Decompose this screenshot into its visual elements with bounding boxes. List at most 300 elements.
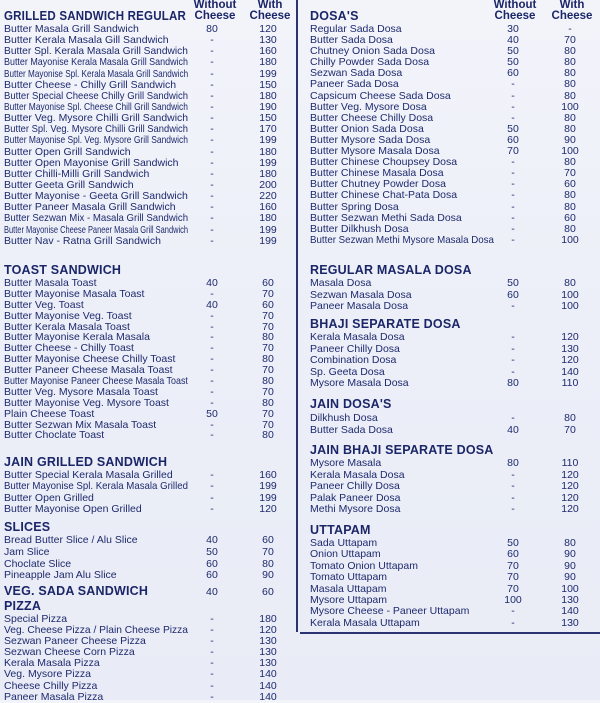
price-without-cheese: 50: [206, 545, 218, 558]
item-name: Butter Sezwan Mix Masala Toast: [4, 418, 157, 431]
menu-section: [0, 9, 300, 247]
item-name: Mysore Cheese - Paneer Uttapam: [310, 605, 470, 618]
item-name: Tomato Onion Uttapam: [310, 559, 418, 572]
item-name: Butter Spl. Veg. Mysore Chilli Grill Sandwich: [4, 123, 188, 136]
menu-item: [4, 504, 300, 515]
price-with-cheese: 80: [564, 122, 576, 135]
price-without-cheese: -: [210, 668, 214, 681]
price-without-cheese: -: [210, 502, 214, 515]
price-with-cheese: 80: [564, 78, 576, 91]
item-name: Sezwan Paneer Cheese Pizza: [4, 635, 146, 648]
price-without-cheese: 60: [507, 288, 519, 301]
price-with-cheese: 199: [259, 491, 277, 504]
item-name: Butter Chilli-Milli Grill Sandwich: [4, 167, 150, 180]
price-with-cheese: 140: [561, 365, 579, 378]
price-with-cheese: 70: [262, 407, 274, 420]
price-with-cheese: 190: [259, 100, 277, 113]
price-without-cheese: -: [511, 100, 515, 113]
price-without-cheese: 80: [206, 23, 218, 35]
item-name: Paneer Sada Dosa: [310, 78, 399, 91]
item-name: Butter Mayonise Open Grilled: [4, 502, 142, 515]
menu-section: [300, 317, 600, 390]
price-without-cheese: -: [210, 190, 214, 203]
price-without-cheese: -: [511, 342, 515, 355]
price-with-cheese: 80: [262, 429, 274, 442]
price-without-cheese: -: [210, 418, 214, 431]
price-without-cheese: -: [210, 223, 214, 236]
item-name: Butter Sada Dosa: [310, 424, 393, 436]
menu-section: [0, 455, 300, 515]
menu-section: [0, 584, 300, 599]
item-name: Butter Sezwan Mix - Masala Grill Sandwich: [4, 212, 189, 225]
price-without-cheese: -: [210, 145, 214, 158]
price-with-cheese: 90: [564, 548, 576, 561]
section-title-text: SLICES: [4, 520, 51, 534]
price-with-cheese: 130: [561, 616, 579, 629]
price-with-cheese: 70: [262, 309, 274, 322]
price-with-cheese: 60: [262, 298, 274, 311]
item-name: Butter Special Cheese Chilly Grill Sandwich: [4, 89, 189, 102]
item-name: Kerala Masala Dosa: [310, 468, 405, 481]
item-name: Butter Sezwan Methi Mysore Masala Dosa: [310, 233, 494, 246]
price-without-cheese: -: [210, 491, 214, 504]
price-with-cheese: 80: [564, 200, 576, 213]
menu-item: [310, 378, 600, 390]
price-with-cheese: 130: [259, 657, 277, 670]
item-name: Paneer Chilly Dosa: [310, 480, 400, 493]
price-with-cheese: 100: [561, 233, 579, 246]
price-with-cheese: 90: [564, 133, 576, 146]
price-with-cheese: 120: [259, 502, 277, 515]
price-with-cheese: 60: [564, 211, 576, 224]
with-cheese-header: With Cheese: [551, 0, 593, 22]
item-name: Capsicum Cheese Sada Dosa: [310, 89, 451, 102]
price-without-cheese: -: [511, 480, 515, 493]
item-name: Paneer Masala Pizza: [4, 690, 104, 703]
section-title-text: UTTAPAM: [310, 523, 371, 537]
menu-section: [0, 263, 300, 441]
section-title-text: JAIN DOSA'S: [310, 397, 392, 411]
price-with-cheese: 120: [259, 624, 277, 637]
price-with-cheese: 160: [259, 201, 277, 214]
price-without-cheese: -: [511, 111, 515, 124]
price-without-cheese: -: [511, 468, 515, 481]
menu-left-column: [0, 0, 296, 703]
price-with-cheese: 70: [262, 287, 274, 300]
price-without-cheese: 70: [507, 145, 519, 158]
price-without-cheese: -: [511, 156, 515, 169]
price-with-cheese: 130: [561, 342, 579, 355]
price-without-cheese: -: [511, 189, 515, 202]
price-with-cheese: 90: [564, 571, 576, 584]
item-name: Veg. Cheese Pizza / Plain Cheese Pizza: [4, 624, 189, 637]
price-with-cheese: 90: [262, 569, 274, 582]
price-without-cheese: -: [210, 469, 214, 481]
item-name: Butter Veg. Mysore Chilli Grill Sandwich: [4, 112, 189, 125]
item-name: Butter Mayonise Veg. Toast: [4, 309, 132, 322]
price-without-cheese: 70: [507, 559, 519, 572]
price-without-cheese: -: [210, 309, 214, 322]
item-name: Regular Sada Dosa: [310, 23, 402, 35]
item-name: Butter Mysore Masala Dosa: [310, 145, 440, 158]
item-name: Butter Open Grilled: [4, 491, 94, 504]
price-with-cheese: 170: [259, 123, 277, 136]
price-without-cheese: -: [210, 45, 214, 58]
price-without-cheese: -: [210, 342, 214, 355]
price-without-cheese: 40: [206, 298, 218, 311]
price-without-cheese: 100: [504, 593, 522, 606]
item-name: Paneer Masala Dosa: [310, 300, 409, 312]
price-with-cheese: 199: [259, 234, 277, 247]
price-without-cheese: 50: [206, 407, 218, 420]
menu-item: [310, 618, 600, 629]
item-name: Butter Cheese - Chilly Grill Sandwich: [4, 78, 177, 91]
price-with-cheese: 120: [259, 23, 277, 35]
price-without-cheese: -: [511, 200, 515, 213]
price-without-cheese: -: [210, 123, 214, 136]
menu-item: [310, 301, 600, 313]
price-without-cheese: -: [210, 56, 214, 69]
menu-item: [310, 572, 600, 583]
price-with-cheese: 140: [259, 668, 277, 681]
price-with-cheese: 110: [561, 457, 579, 469]
price-without-cheese: 30: [507, 23, 519, 35]
with-cheese-header: With Cheese: [249, 0, 291, 22]
price-without-cheese: 60: [507, 548, 519, 561]
price-without-cheese: -: [511, 178, 515, 191]
price-without-cheese: -: [210, 167, 214, 180]
price-with-cheese: 70: [262, 545, 274, 558]
menu-section: [300, 9, 600, 246]
price-with-cheese: 80: [262, 353, 274, 366]
price-without-cheese: -: [210, 396, 214, 409]
price-without-cheese: 60: [507, 133, 519, 146]
price-with-cheese: 150: [259, 78, 277, 91]
price-with-cheese: 199: [259, 223, 277, 236]
price-with-cheese: 80: [262, 375, 274, 388]
price-with-cheese: 80: [262, 331, 274, 344]
section-title-text: VEG. SADA SANDWICH: [4, 584, 149, 598]
item-name: Butter Mayonise Paneer Cheese Masala Toast: [4, 375, 188, 388]
price-without-cheese: -: [210, 353, 214, 366]
item-name: Butter Cheese - Chilly Toast: [4, 342, 134, 355]
price-with-cheese: 80: [564, 111, 576, 124]
menu-item: [4, 225, 300, 236]
item-name: Butter Paneer Cheese Masala Toast: [4, 364, 173, 377]
price-with-cheese: 199: [259, 480, 277, 493]
item-name: Veg. Mysore Pizza: [4, 668, 91, 681]
menu-item: [4, 681, 300, 692]
price-with-cheese: 220: [259, 190, 277, 203]
price-with-cheese: 100: [561, 582, 579, 595]
price-with-cheese: 80: [564, 412, 576, 424]
menu-right-column: [300, 0, 600, 634]
price-with-cheese: 120: [561, 331, 579, 343]
item-name: Butter Spring Dosa: [310, 200, 399, 213]
item-name: Butter Mysore Sada Dosa: [310, 133, 431, 146]
section-title: [4, 263, 300, 278]
price-with-cheese: 120: [561, 503, 579, 516]
section-title: [310, 443, 600, 458]
price-without-cheese: -: [511, 300, 515, 312]
menu-item: [310, 504, 600, 516]
menu-item: [4, 481, 300, 492]
item-name: Sada Uttapam: [310, 537, 378, 549]
price-with-cheese: 60: [261, 586, 275, 598]
price-without-cheese: -: [511, 616, 515, 629]
price-with-cheese: 80: [564, 89, 576, 102]
price-with-cheese: 150: [259, 112, 277, 125]
price-with-cheese: 80: [564, 45, 576, 58]
section-title: [4, 520, 300, 535]
item-name: Butter Chutney Powder Dosa: [310, 178, 446, 191]
price-without-cheese: -: [210, 690, 214, 703]
price-without-cheese: -: [511, 89, 515, 102]
price-with-cheese: 160: [259, 45, 277, 58]
item-name: Butter Mayonise Kerala Masala Grill Sandwich: [4, 56, 188, 69]
price-without-cheese: -: [210, 613, 214, 625]
price-without-cheese: -: [210, 375, 214, 388]
price-without-cheese: 40: [507, 424, 519, 436]
section-title-text: REGULAR MASALA DOSA: [310, 263, 472, 277]
price-with-cheese: 180: [259, 167, 277, 180]
menu-item: [310, 332, 600, 344]
item-name: Butter Mayonise Spl. Kerala Masala Grilled: [4, 480, 188, 493]
price-without-cheese: -: [210, 234, 214, 247]
price-with-cheese: 130: [259, 635, 277, 648]
price-without-cheese: -: [210, 385, 214, 398]
menu-item: [310, 355, 600, 367]
menu-item: [4, 236, 300, 247]
item-name: Masala Uttapam: [310, 582, 387, 595]
item-name: Mysore Masala Dosa: [310, 377, 409, 389]
price-with-cheese: 140: [259, 690, 277, 703]
menu-item: [310, 91, 600, 102]
item-name: Butter Choclate Toast: [4, 429, 105, 442]
section-title-text: PIZZA: [4, 599, 42, 613]
price-without-cheese: -: [511, 222, 515, 235]
menu-item: [4, 570, 300, 582]
section-title-text: JAIN GRILLED SANDWICH: [4, 455, 168, 469]
price-without-cheese: 60: [206, 569, 218, 582]
section-title: [310, 523, 600, 538]
price-without-cheese: -: [210, 364, 214, 377]
item-name: Combination Dosa: [310, 354, 397, 366]
menu-item: [4, 669, 300, 680]
price-without-cheese: -: [210, 34, 214, 47]
price-without-cheese: -: [210, 429, 214, 442]
price-with-cheese: 180: [259, 212, 277, 225]
menu-item: [4, 430, 300, 441]
price-with-cheese: 130: [561, 593, 579, 606]
item-name: Butter Chinese Choupsey Dosa: [310, 156, 458, 169]
item-name: Butter Kerala Masala Toast: [4, 320, 130, 333]
item-name: Butter Spl. Kerala Masala Grill Sandwich: [4, 45, 188, 58]
item-name: Dilkhush Dosa: [310, 412, 378, 424]
price-with-cheese: 80: [564, 189, 576, 202]
item-name: Butter Veg. Mysore Masala Toast: [4, 385, 158, 398]
price-with-cheese: 120: [561, 491, 579, 504]
item-name: Butter Mayonise Cheese Chilly Toast: [4, 353, 176, 366]
price-without-cheese: -: [210, 78, 214, 91]
price-without-cheese: -: [210, 635, 214, 648]
menu-item: [310, 79, 600, 90]
price-without-cheese: 50: [507, 56, 519, 69]
item-name: Kerala Masala Pizza: [4, 657, 100, 670]
price-with-cheese: 199: [259, 134, 277, 147]
item-name: Palak Paneer Dosa: [310, 491, 401, 504]
item-name: Tomato Uttapam: [310, 571, 388, 584]
section-title-text: JAIN BHAJI SEPARATE DOSA: [310, 443, 494, 457]
item-name: Sezwan Sada Dosa: [310, 67, 403, 80]
menu-item: [310, 235, 600, 246]
section-title-text: TOAST SANDWICH: [4, 263, 122, 277]
menu-section: [300, 443, 600, 516]
section-title: [4, 584, 300, 599]
price-with-cheese: 110: [561, 377, 579, 389]
item-name: Sp. Geeta Dosa: [310, 365, 385, 378]
item-name: Choclate Slice: [4, 557, 72, 570]
price-with-cheese: 90: [564, 559, 576, 572]
menu-item: [4, 311, 300, 322]
price-with-cheese: 100: [561, 100, 579, 113]
price-with-cheese: 180: [259, 56, 277, 69]
item-name: Butter Cheese Chilly Dosa: [310, 111, 434, 124]
item-name: Jam Slice: [4, 545, 50, 558]
item-name: Butter Mayonise Veg. Mysore Toast: [4, 396, 169, 409]
item-name: Mysore Masala: [310, 457, 382, 469]
item-name: Special Pizza: [4, 613, 68, 625]
section-title: [310, 397, 600, 412]
item-name: Methi Mysore Dosa: [310, 503, 401, 516]
price-without-cheese: -: [511, 491, 515, 504]
price-with-cheese: 180: [259, 89, 277, 102]
section-title-text: BHAJI SEPARATE DOSA: [310, 317, 461, 331]
price-without-cheese: 50: [507, 277, 519, 289]
price-without-cheese: -: [511, 365, 515, 378]
menu-item: [4, 692, 300, 703]
price-with-cheese: 80: [564, 222, 576, 235]
menu-item: [310, 202, 600, 213]
price-without-cheese: 60: [206, 557, 218, 570]
price-without-cheese: 60: [507, 67, 519, 80]
section-title: [4, 9, 300, 24]
price-with-cheese: 130: [259, 34, 277, 47]
price-without-cheese: 40: [206, 534, 218, 546]
menu-section: [300, 523, 600, 629]
price-with-cheese: 160: [259, 469, 277, 481]
menu-item: [4, 135, 300, 146]
price-without-cheese: -: [210, 331, 214, 344]
menu-item: [310, 412, 600, 424]
menu-section: [300, 397, 600, 436]
item-name: Butter Special Kerala Masala Grilled: [4, 469, 173, 481]
price-without-cheese: 40: [205, 586, 219, 598]
item-name: Butter Nav - Ratna Grill Sandwich: [4, 234, 161, 247]
price-with-cheese: 140: [259, 679, 277, 692]
section-title: [310, 9, 600, 24]
item-name: Kerala Masala Dosa: [310, 331, 405, 343]
section-title-text: DOSA'S: [310, 9, 359, 23]
item-name: Bread Butter Slice / Alu Slice: [4, 534, 138, 546]
menu-section: [0, 520, 300, 582]
price-with-cheese: 70: [564, 34, 576, 47]
price-with-cheese: 80: [564, 156, 576, 169]
item-name: Butter Chinese Masala Dosa: [310, 167, 444, 180]
item-name: Butter Open Mayonise Grill Sandwich: [4, 156, 179, 169]
price-with-cheese: 70: [262, 364, 274, 377]
price-with-cheese: 180: [259, 613, 277, 625]
price-with-cheese: 120: [561, 468, 579, 481]
section-title: [310, 317, 600, 332]
item-name: Cheese Chilly Pizza: [4, 679, 98, 692]
item-name: Butter Mayonise Kerala Masala: [4, 331, 150, 344]
price-with-cheese: 70: [262, 342, 274, 355]
item-name: Butter Mayonise Spl. Cheese Chill Grill Sandwich: [4, 100, 188, 113]
section-title: [4, 455, 300, 470]
without-cheese-header: Without Cheese: [493, 0, 537, 22]
price-without-cheese: -: [511, 233, 515, 246]
price-without-cheese: 40: [507, 34, 519, 47]
price-with-cheese: 80: [564, 67, 576, 80]
price-without-cheese: -: [210, 480, 214, 493]
item-name: Butter Masala Toast: [4, 277, 97, 289]
price-without-cheese: -: [210, 212, 214, 225]
item-name: Butter Kerala Masala Gill Sandwich: [4, 34, 169, 47]
price-without-cheese: 80: [507, 377, 519, 389]
item-name: Kerala Masala Uttapam: [310, 616, 420, 629]
item-name: Butter Paneer Masala Grill Sandwich: [4, 201, 176, 214]
price-without-cheese: -: [210, 134, 214, 147]
price-with-cheese: -: [568, 23, 572, 35]
menu-item: [310, 278, 600, 290]
price-without-cheese: -: [210, 320, 214, 333]
item-name: Butter Veg. Mysore Dosa: [310, 100, 427, 113]
price-with-cheese: 199: [259, 67, 277, 80]
item-name: Butter Sada Dosa: [310, 34, 393, 47]
price-with-cheese: 80: [564, 537, 576, 549]
price-without-cheese: -: [210, 178, 214, 191]
item-name: Chutney Onion Sada Dosa: [310, 45, 435, 58]
price-without-cheese: -: [210, 201, 214, 214]
price-without-cheese: -: [511, 78, 515, 91]
item-name: Butter Masala Grill Sandwich: [4, 23, 139, 35]
menu-item: [310, 458, 600, 470]
price-without-cheese: 50: [507, 45, 519, 58]
price-with-cheese: 80: [564, 277, 576, 289]
item-name: Butter Mayonise Spl. Kerala Masala Grill Sandwich: [4, 67, 189, 80]
price-with-cheese: 140: [561, 605, 579, 618]
item-name: Paneer Chilly Dosa: [310, 342, 400, 355]
item-name: Butter Veg. Toast: [4, 298, 84, 311]
price-with-cheese: 180: [259, 145, 277, 158]
price-with-cheese: 80: [564, 56, 576, 69]
price-without-cheese: -: [210, 646, 214, 659]
price-without-cheese: -: [210, 100, 214, 113]
price-without-cheese: -: [210, 89, 214, 102]
price-with-cheese: 199: [259, 156, 277, 169]
price-without-cheese: -: [511, 605, 515, 618]
section-title-text: GRILLED SANDWICH REGULAR: [4, 9, 186, 23]
price-with-cheese: 80: [262, 396, 274, 409]
item-name: Sezwan Cheese Corn Pizza: [4, 646, 135, 659]
price-without-cheese: -: [210, 679, 214, 692]
item-name: Butter Geeta Grill Sandwich: [4, 178, 134, 191]
menu-item: [4, 547, 300, 559]
item-name: Pineapple Jam Alu Slice: [4, 569, 117, 582]
price-with-cheese: 100: [561, 300, 579, 312]
item-name: Butter Sezwan Methi Sada Dosa: [310, 211, 462, 224]
